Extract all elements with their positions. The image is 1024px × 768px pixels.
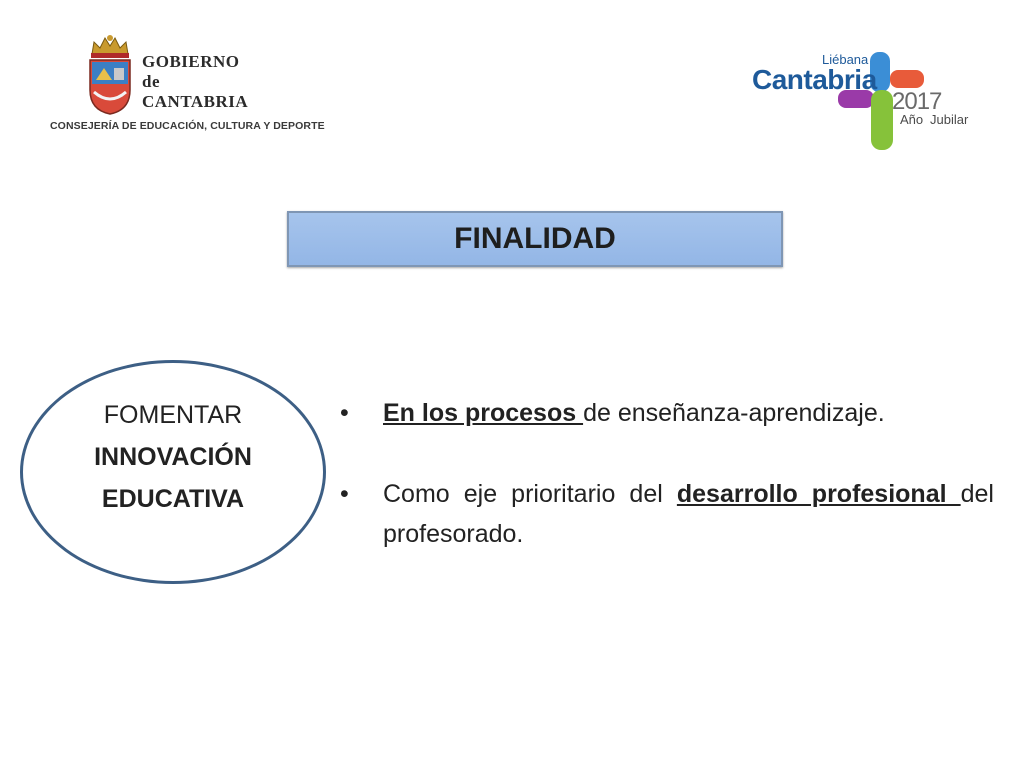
page-title: FINALIDAD bbox=[287, 211, 783, 267]
bullet-2-emphasis: desarrollo profesional bbox=[676, 480, 961, 508]
gobierno-line3: CANTABRIA bbox=[142, 92, 249, 111]
bullet-item-1 bbox=[340, 393, 994, 433]
bullet-text bbox=[383, 393, 994, 433]
ellipse-line-3: EDUCATIVA bbox=[101, 485, 245, 513]
year-label: 2017 bbox=[892, 88, 942, 115]
liebana-label: Liébana bbox=[822, 52, 869, 67]
bullet-dot-icon: • bbox=[340, 399, 349, 427]
gobierno-cantabria-logo bbox=[48, 30, 325, 140]
cantabria-2017-logo bbox=[750, 48, 980, 153]
bullet-text bbox=[383, 474, 994, 554]
gobierno-line2: de bbox=[142, 72, 160, 91]
bullet-1-rest: de enseñanza-aprendizaje. bbox=[583, 399, 885, 427]
ellipse-line-1: FOMENTAR bbox=[103, 401, 243, 429]
bullet-1-emphasis: En los procesos bbox=[383, 399, 584, 427]
jubilar-label: Jubilar bbox=[930, 112, 969, 127]
ellipse-label bbox=[40, 394, 306, 520]
cantabria-wordmark: Cantabria bbox=[752, 64, 877, 95]
consejeria-label: CONSEJERÍA DE EDUCACIÓN, CULTURA Y DEPORTE bbox=[50, 120, 325, 132]
gobierno-line1: GOBIERNO bbox=[142, 52, 240, 71]
ellipse-line-2: INNOVACIÓN bbox=[94, 443, 252, 471]
bullet-dot-icon: • bbox=[340, 480, 349, 508]
bullet-item-2 bbox=[340, 474, 994, 554]
coat-of-arms-icon bbox=[84, 34, 136, 116]
ano-label: Año bbox=[900, 112, 924, 127]
bullet-2-start: Como eje prioritario del bbox=[383, 480, 677, 508]
bullet-2-end: del profesorado. bbox=[383, 480, 994, 548]
